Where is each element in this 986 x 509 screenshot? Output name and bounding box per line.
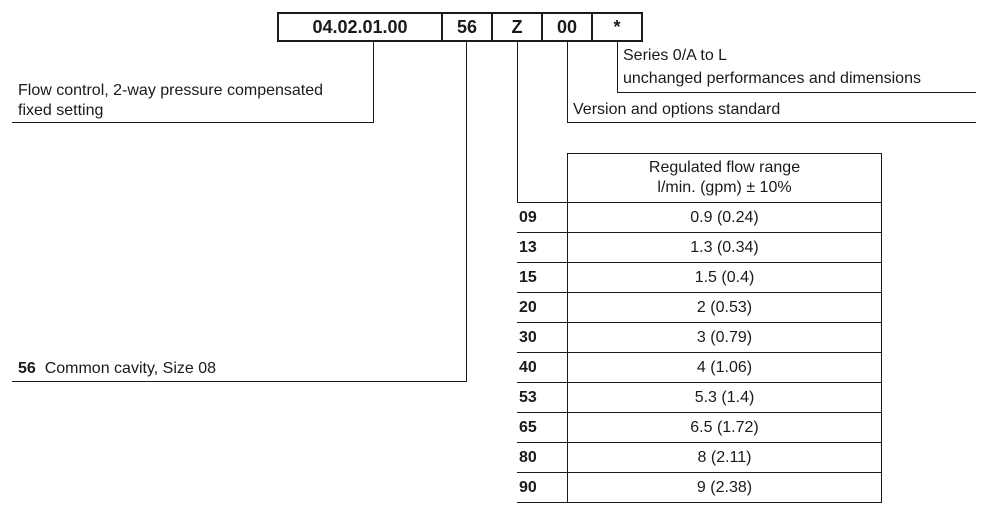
flow-table-row bbox=[517, 322, 882, 352]
flow-code: 09 bbox=[519, 208, 537, 226]
code-box-series: * bbox=[591, 12, 643, 42]
connector-base bbox=[373, 42, 374, 122]
flow-code: 15 bbox=[519, 268, 537, 286]
flow-value: 5.3 (1.4) bbox=[567, 383, 882, 412]
flow-table-row bbox=[517, 412, 882, 442]
flow-code: 80 bbox=[519, 448, 537, 466]
flow-value: 0.9 (0.24) bbox=[567, 203, 882, 232]
underline-series bbox=[617, 92, 976, 93]
flow-value: 4 (1.06) bbox=[567, 353, 882, 382]
cavity-code: 56 bbox=[18, 360, 36, 377]
flow-table-row bbox=[517, 352, 882, 382]
function-description-line1: Flow control, 2-way pressure compensated bbox=[18, 82, 324, 99]
flow-value: 2 (0.53) bbox=[567, 293, 882, 322]
code-box-cavity: 56 bbox=[441, 12, 493, 42]
flow-code: 90 bbox=[519, 478, 537, 496]
flow-value: 3 (0.79) bbox=[567, 323, 882, 352]
code-box-base: 04.02.01.00 bbox=[277, 12, 443, 42]
series-description-line1: Series 0/A to L bbox=[623, 47, 728, 64]
flow-value: 1.5 (0.4) bbox=[567, 263, 882, 292]
connector-cavity bbox=[466, 42, 467, 381]
flow-code: 53 bbox=[519, 388, 537, 406]
flow-code: 40 bbox=[519, 358, 537, 376]
flow-table-row bbox=[517, 292, 882, 322]
flow-value: 8 (2.11) bbox=[567, 443, 882, 472]
connector-version bbox=[567, 42, 568, 122]
flow-table-row bbox=[517, 262, 882, 292]
flow-code: 13 bbox=[519, 238, 537, 256]
underline-function bbox=[12, 122, 374, 123]
flow-code: 30 bbox=[519, 328, 537, 346]
flow-table-row bbox=[517, 382, 882, 412]
flow-table-header bbox=[567, 153, 882, 203]
cavity-description bbox=[18, 359, 216, 379]
flow-table-row bbox=[517, 202, 882, 232]
flow-table-row bbox=[517, 442, 882, 472]
cavity-text: Common cavity, Size 08 bbox=[44, 360, 217, 377]
flow-value: 9 (2.38) bbox=[567, 473, 882, 502]
code-box-version: 00 bbox=[541, 12, 593, 42]
flow-table-row bbox=[517, 472, 882, 503]
flow-code: 65 bbox=[519, 418, 537, 436]
flow-table-row bbox=[517, 232, 882, 262]
flow-value: 1.3 (0.34) bbox=[567, 233, 882, 262]
flow-code: 20 bbox=[519, 298, 537, 316]
flow-table-header-line1: Regulated flow range bbox=[648, 159, 801, 176]
underline-version bbox=[567, 122, 976, 123]
flow-table-header-line2: l/min. (gpm) ± 10% bbox=[657, 179, 792, 196]
flow-value: 6.5 (1.72) bbox=[567, 413, 882, 442]
underline-cavity bbox=[12, 381, 467, 382]
series-description-line2: unchanged performances and dimensions bbox=[623, 70, 921, 87]
code-box-type: Z bbox=[491, 12, 543, 42]
function-description-line2: fixed setting bbox=[18, 102, 104, 119]
version-description: Version and options standard bbox=[573, 101, 781, 118]
connector-type bbox=[517, 42, 518, 202]
connector-series bbox=[617, 42, 618, 92]
